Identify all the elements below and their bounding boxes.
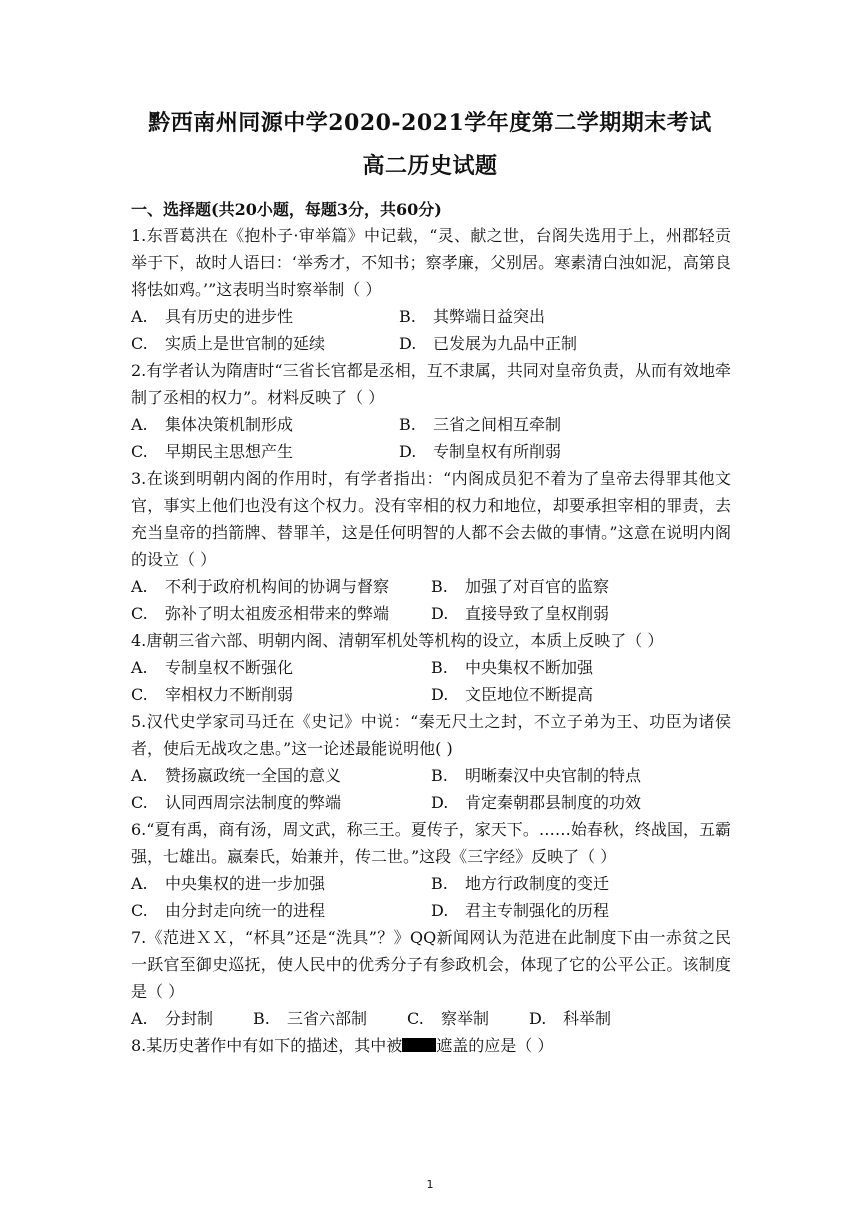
- option-d: D. 专制皇权有所削弱: [399, 442, 562, 461]
- question-stem: 7.《范进ＸＸ，“杯具”还是“洗具”？》QQ新闻网认为范进在此制度下由一赤贫之民一跃官至御史巡抚，使人民中的优秀分子有参政机会，体现了它的公平公正。该制度是（ ）: [131, 928, 731, 1001]
- option-a: A. 中央集权的进一步加强: [131, 874, 326, 893]
- option-a: A. 不利于政府机构间的协调与督察: [131, 577, 390, 596]
- option-c: C. 宰相权力不断削弱: [131, 685, 294, 704]
- option-d: D. 肯定秦朝郡县制度的功效: [431, 793, 642, 812]
- question-stem: 3.在谈到明朝内阁的作用时，有学者指出：“内阁成员犯不着为了皇帝去得罪其他文官，事实上他们也没有这个权力。没有宰相的权力和地位，却要承担宰相的罪责，去充当皇帝的挡箭牌、替罪羊，这是任何明智的人都不会去做的事情。”这意在说明内阁的设立（ ）: [131, 469, 731, 569]
- question-7: [131, 924, 731, 1032]
- question-stem: 4.唐朝三省六部、明朝内阁、清朝军机处等机构的设立，本质上反映了（ ）: [131, 631, 664, 650]
- option-row: [131, 870, 731, 897]
- option-row: [131, 303, 731, 330]
- question-1: [131, 222, 731, 357]
- question-3: [131, 465, 731, 627]
- option-d: D. 科举制: [529, 1009, 612, 1028]
- option-b: B. 加强了对百官的监察: [431, 577, 610, 596]
- question-stem: 6.“夏有禹，商有汤，周文武，称三王。夏传子，家天下。……始春秋，终战国，五霸强，七雄出。嬴秦氏，始兼并，传二世。”这段《三字经》反映了（ ）: [131, 820, 731, 866]
- question-4: [131, 627, 731, 708]
- option-d: D. 君主专制强化的历程: [431, 901, 610, 920]
- question-stem: 5.汉代史学家司马迁在《史记》中说：“秦无尺土之封，不立子弟为王、功臣为诸侯者，使后无战攻之患。”这一论述最能说明他( ): [131, 712, 731, 758]
- option-b: B. 三省六部制: [253, 1009, 368, 1028]
- option-b: B. 地方行政制度的变迁: [431, 874, 610, 893]
- option-c: C. 弥补了明太祖废丞相带来的弊端: [131, 604, 390, 623]
- option-row: [131, 1005, 731, 1032]
- option-row: [131, 600, 731, 627]
- option-row: [131, 789, 731, 816]
- option-a: A. 具有历史的进步性: [131, 307, 294, 326]
- option-b: B. 三省之间相互牵制: [399, 415, 562, 434]
- exam-subtitle: 高二历史试题: [362, 153, 498, 179]
- option-c: C. 认同西周宗法制度的弊端: [131, 793, 342, 812]
- section-heading: 一、选择题(共20小题，每题3分，共60分): [131, 200, 442, 219]
- option-b: B. 明晰秦汉中央官制的特点: [431, 766, 642, 785]
- page-number: 1: [426, 1178, 434, 1191]
- question-2: [131, 357, 731, 465]
- option-row: [131, 762, 731, 789]
- question-8: [131, 1032, 731, 1059]
- redaction-block: [402, 1038, 436, 1052]
- option-a: A. 集体决策机制形成: [131, 415, 294, 434]
- question-stem: 2.有学者认为隋唐时“三省长官都是丞相，互不隶属，共同对皇帝负责，从而有效地牵制了丞相的权力”。材料反映了（ ）: [131, 361, 731, 407]
- option-row: [131, 330, 731, 357]
- option-c: C. 早期民主思想产生: [131, 442, 294, 461]
- option-row: [131, 897, 731, 924]
- question-stem: 1.东晋葛洪在《抱朴子·审举篇》中记载，“灵、献之世，台阁失选用于上，州郡轻贡举于下，故时人语曰：‘举秀才，不知书；察孝廉，父别居。寒素清白浊如泥，高第良将怯如鸡。’”这表明当时察举制（ ）: [131, 226, 731, 299]
- option-a: A. 赞扬嬴政统一全国的意义: [131, 766, 342, 785]
- option-c: C. 察举制: [407, 1009, 490, 1028]
- option-b: B. 其弊端日益突出: [399, 307, 546, 326]
- option-c: C. 由分封走向统一的进程: [131, 901, 326, 920]
- option-row: [131, 438, 731, 465]
- option-d: D. 直接导致了皇权削弱: [431, 604, 610, 623]
- option-a: A. 分封制: [131, 1009, 214, 1028]
- question-stem: 8.某历史著作中有如下的描述，其中被 遮盖的应是（ ）: [131, 1036, 554, 1055]
- option-d: D. 文臣地位不断提高: [431, 685, 594, 704]
- question-6: [131, 816, 731, 924]
- option-d: D. 已发展为九品中正制: [399, 334, 578, 353]
- option-a: A. 专制皇权不断强化: [131, 658, 294, 677]
- option-c: C. 实质上是世官制的延续: [131, 334, 326, 353]
- option-row: [131, 573, 731, 600]
- question-5: [131, 708, 731, 816]
- option-b: B. 中央集权不断加强: [431, 658, 594, 677]
- exam-title: 黔西南州同源中学2020-2021学年度第二学期期末考试: [148, 110, 712, 136]
- option-row: [131, 654, 731, 681]
- question-list: [131, 222, 731, 1059]
- option-row: [131, 411, 731, 438]
- option-row: [131, 681, 731, 708]
